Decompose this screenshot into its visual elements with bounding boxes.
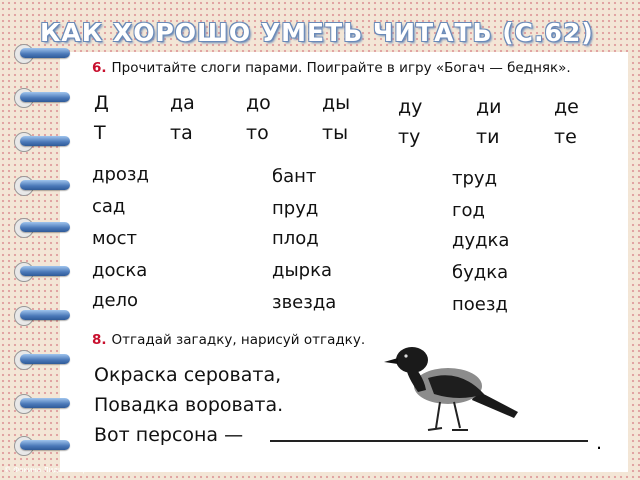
binding-coil	[20, 266, 70, 276]
word: сад	[92, 196, 126, 217]
syllable-top: ди	[476, 96, 502, 118]
binding-ring	[14, 218, 72, 236]
copyright-credit: © Фокина Лидия Петровна	[4, 466, 105, 474]
syllable-bottom: ты	[322, 122, 349, 144]
binding-coil	[20, 180, 70, 190]
exercise-6-instruction	[92, 60, 571, 76]
binding-coil	[20, 48, 70, 58]
word: мост	[92, 228, 137, 249]
syllable-top: ду	[398, 96, 423, 118]
page-title: КАК ХОРОШО УМЕТЬ ЧИТАТЬ (С.62)	[40, 18, 594, 47]
riddle-line: Повадка воровата.	[94, 394, 284, 416]
word: дрозд	[92, 164, 149, 185]
syllable-bottom: та	[170, 122, 193, 144]
word: поезд	[452, 294, 508, 315]
exercise-6-number: 6.	[92, 60, 107, 76]
exercise-8-instruction	[92, 332, 365, 348]
word: плод	[272, 228, 319, 249]
word: звезда	[272, 292, 337, 313]
word: труд	[452, 168, 498, 189]
crow-illustration	[380, 338, 520, 438]
word: дырка	[272, 260, 332, 281]
binding-ring	[14, 262, 72, 280]
word: год	[452, 200, 485, 221]
binding-coil	[20, 222, 70, 232]
syllable-bottom: ту	[398, 126, 421, 148]
exercise-8-text: Отгадай загадку, нарисуй отгадку.	[111, 332, 366, 348]
binding-ring	[14, 176, 72, 194]
syllable-bottom: те	[554, 126, 577, 148]
binding-coil	[20, 440, 70, 450]
syllable-top: ды	[322, 92, 351, 114]
exercise-8-number: 8.	[92, 332, 107, 348]
word: бант	[272, 166, 317, 187]
syllable-bottom: то	[246, 122, 269, 144]
binding-coil	[20, 354, 70, 364]
word: дело	[92, 290, 139, 311]
binding-ring	[14, 88, 72, 106]
word: дудка	[452, 230, 510, 251]
syllable-top: до	[246, 92, 271, 114]
syllable-top: да	[170, 92, 195, 114]
syllable-bottom: ти	[476, 126, 500, 148]
riddle-line: Окраска серовата,	[94, 364, 282, 386]
syllable-top: де	[554, 96, 579, 118]
binding-coil	[20, 398, 70, 408]
word: доска	[92, 260, 148, 281]
binding-ring	[14, 350, 72, 368]
riddle-end-dot: .	[596, 432, 603, 454]
binding-coil	[20, 310, 70, 320]
binding-ring	[14, 394, 72, 412]
exercise-6-text: Прочитайте слоги парами. Поиграйте в игру «Богач — бедняк».	[111, 60, 571, 76]
binding-ring	[14, 306, 72, 324]
answer-line	[270, 440, 588, 442]
word: пруд	[272, 198, 319, 219]
word: будка	[452, 262, 509, 283]
binding-coil	[20, 136, 70, 146]
syllable-top: Д	[94, 92, 109, 114]
riddle-line: Вот персона —	[94, 424, 244, 446]
binding-coil	[20, 92, 70, 102]
syllable-bottom: Т	[94, 122, 106, 144]
binding-ring	[14, 436, 72, 454]
binding-ring	[14, 132, 72, 150]
